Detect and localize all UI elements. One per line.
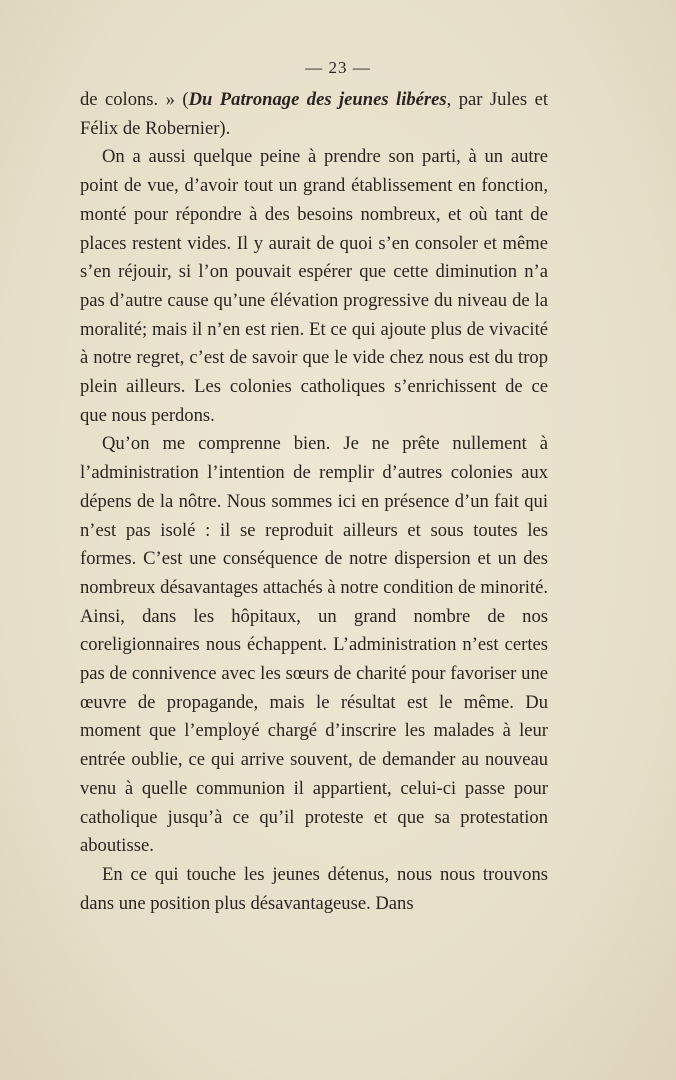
citation-end: , par Jules et Félix de Robernier).: [80, 89, 548, 139]
paragraph-citation: [80, 86, 548, 143]
citation-title: Du Patronage des jeunes libéres: [188, 89, 447, 110]
paragraph-2: Qu’on me comprenne bien. Je ne prête nullement à l’administration l’intention de remplir d’autres colonies aux dépens de la nôtre. Nous sommes ici en présence d’un fait qui n’est pas isolé : il se reproduit ailleurs et sous toutes les formes. C’est une conséquence de notre dispersion et un des nombreux désavantages attachés à notre condition de minorité. Ainsi, dans les hôpitaux, un grand nombre de nos coreligionnaires nous échappent. L’administration n’est certes pas de connivence avec les sœurs de charité pour favoriser une œuvre de propagande, mais le résultat est le même. Du moment que l’employé chargé d’inscrire les malades à leur entrée oublie, ce qui arrive souvent, de demander au nouveau venu à quelle communion il appartient, celui-ci passe pour catholique jusqu’à ce qu’il proteste et que sa protestation aboutisse.: [80, 433, 548, 857]
body-text: [80, 86, 548, 918]
page-number: — 23 —: [305, 58, 371, 77]
paragraph-3: En ce qui touche les jeunes détenus, nous nous trouvons dans une position plus désavantageuse. Dans: [80, 863, 548, 914]
citation-start: de colons. » (: [80, 89, 189, 110]
paragraph-1: On a aussi quelque peine à prendre son parti, à un autre point de vue, d’avoir tout un grand établissement en fonction, monté pour répondre à des besoins nombreux, et où tant de places restent vides. Il y aurait de quoi s’en consoler et même s’en réjouir, si l’on pouvait espérer que cette diminution n’a pas d’autre cause qu’une élévation progressive du niveau de la moralité; mais il n’en est rien. Et ce qui ajoute plus de vivacité à notre regret, c’est de savoir que le vide chez nous est du trop plein ailleurs. Les colonies catholiques s’enrichissent de ce que nous perdons.: [80, 146, 548, 426]
